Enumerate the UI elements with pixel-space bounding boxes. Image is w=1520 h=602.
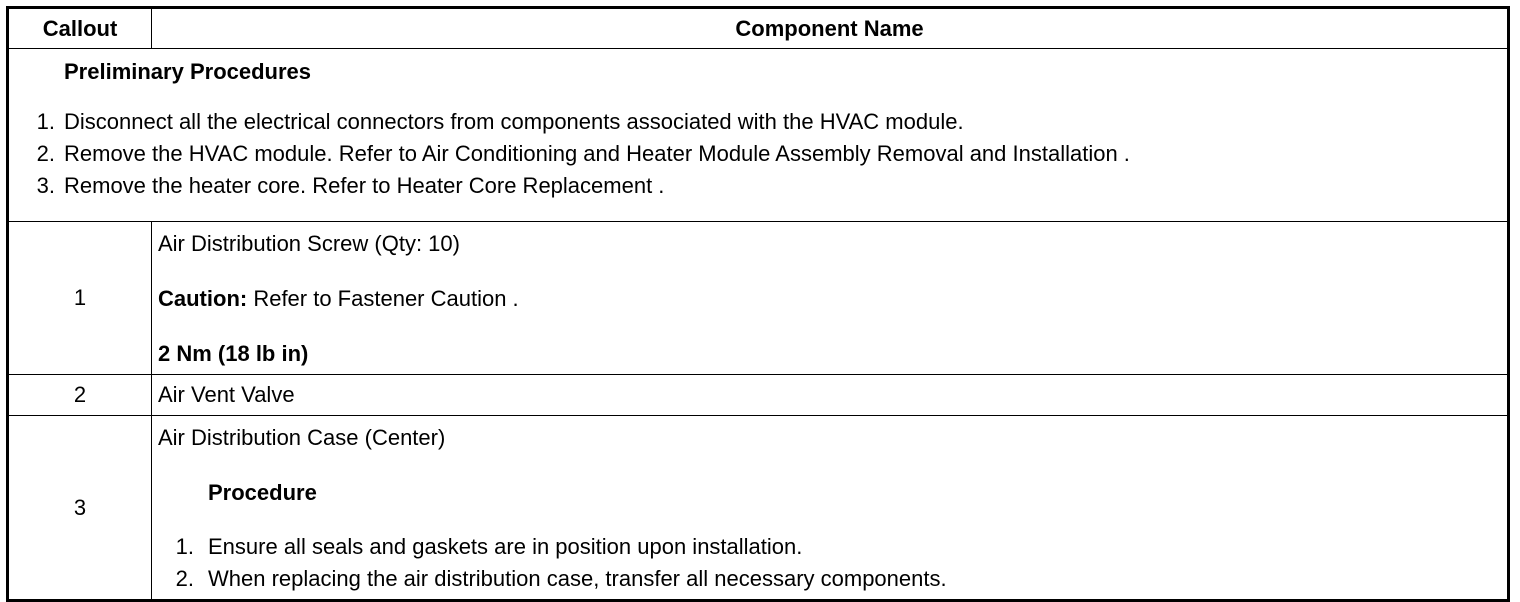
list-item [9, 109, 1507, 141]
list-item [158, 566, 1507, 598]
list-item [9, 141, 1507, 173]
component-name: Air Vent Valve [152, 375, 1509, 416]
table-header-row [8, 8, 1509, 49]
caution-note [158, 286, 1507, 313]
torque-spec: 2 Nm (18 lb in) [158, 341, 309, 366]
component-cell [152, 222, 1509, 375]
table-row [8, 416, 1509, 601]
header-component-name: Component Name [152, 8, 1509, 49]
component-cell [152, 416, 1509, 601]
step-text: When replacing the air distribution case, transfer all necessary components. [208, 566, 947, 591]
step-number: 1. [36, 109, 55, 134]
caution-text: Refer to Fastener Caution . [247, 286, 519, 311]
step-text: Ensure all seals and gaskets are in position upon installation. [208, 534, 803, 559]
procedure-steps [158, 534, 1507, 598]
step-number: 3. [36, 173, 55, 198]
component-name: Air Distribution Screw (Qty: 10) [158, 231, 460, 256]
callout-number: 2 [8, 375, 152, 416]
caution-label: Caution: [158, 286, 248, 311]
callout-number: 1 [8, 222, 152, 375]
header-callout: Callout [8, 8, 152, 49]
component-name: Air Distribution Case (Center) [158, 425, 446, 450]
preliminary-steps [9, 109, 1507, 205]
step-number: 1. [175, 534, 194, 559]
preliminary-title: Preliminary Procedures [64, 59, 312, 84]
step-number: 2. [36, 141, 55, 166]
preliminary-cell [8, 49, 1509, 222]
step-number: 2. [175, 566, 194, 591]
table-row [8, 375, 1509, 416]
preliminary-row [8, 49, 1509, 222]
procedure-title: Procedure [208, 480, 317, 505]
list-item [158, 534, 1507, 566]
table-row [8, 222, 1509, 375]
callout-number: 3 [8, 416, 152, 601]
step-text: Remove the HVAC module. Refer to Air Conditioning and Heater Module Assembly Removal and Installation . [64, 141, 1130, 166]
step-text: Disconnect all the electrical connectors from components associated with the HVAC module. [64, 109, 964, 134]
list-item [9, 173, 1507, 205]
step-text: Remove the heater core. Refer to Heater Core Replacement . [64, 173, 665, 198]
component-table [6, 6, 1510, 602]
